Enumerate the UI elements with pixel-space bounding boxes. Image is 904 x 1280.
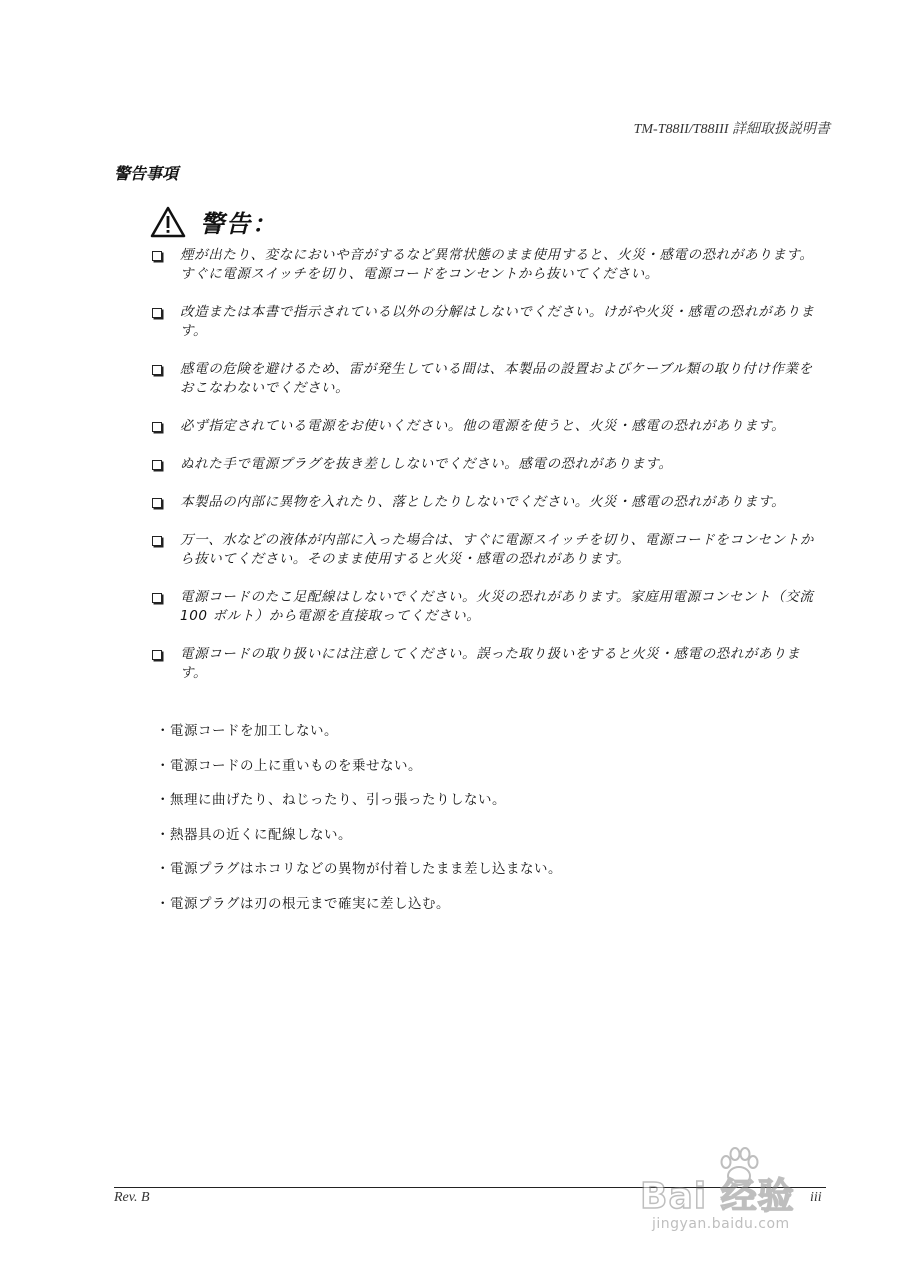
list-item — [156, 756, 562, 776]
list-item — [156, 894, 562, 914]
warning-item — [152, 455, 824, 474]
warning-item — [152, 531, 824, 569]
warning-item — [152, 303, 824, 341]
warning-list — [152, 246, 824, 702]
list-item — [156, 825, 562, 845]
warning-item-text: 感電の危険を避けるため、雷が発生している間は、本製品の設置およびケーブル類の取り付け作業をおこなわないでください。 — [180, 361, 813, 396]
checkbox-bullet-icon — [152, 460, 162, 470]
section-title: 警告事項 — [114, 164, 179, 183]
bullet-dot: ・ — [156, 792, 170, 809]
warning-item-text: 改造または本書で指示されている以外の分解はしないでください。けがや火災・感電の恐れがあります。 — [180, 304, 815, 339]
warning-item — [152, 645, 824, 683]
warning-item-text: ぬれた手で電源プラグを抜き差ししないでください。感電の恐れがあります。 — [180, 456, 673, 472]
watermark-url: jingyan.baidu.com — [652, 1216, 790, 1232]
warning-item-text: 煙が出たり、変なにおいや音がするなど異常状態のまま使用すると、火災・感電の恐れがあります。すぐに電源スイッチを切り、電源コードをコンセントから抜いてください。 — [180, 247, 814, 282]
warning-label: 警告： — [200, 210, 278, 238]
list-item-text: 電源コードを加工しない。 — [170, 723, 338, 739]
checkbox-bullet-icon — [152, 536, 162, 546]
watermark-logo — [640, 1140, 870, 1240]
warning-item-text: 電源コードのたこ足配線はしないでください。火災の恐れがあります。家庭用電源コンセント（交流 100 ボルト）から電源を直接取ってください。 — [180, 589, 814, 624]
warning-item — [152, 588, 824, 626]
checkbox-bullet-icon — [152, 422, 162, 432]
list-item — [156, 790, 562, 810]
list-item-text: 無理に曲げたり、ねじったり、引っ張ったりしない。 — [170, 792, 506, 809]
list-item-text: 電源プラグはホコリなどの異物が付着したまま差し込まない。 — [170, 861, 562, 878]
warning-item — [152, 417, 824, 436]
bullet-dot: ・ — [156, 757, 170, 774]
bullet-dot: ・ — [156, 723, 170, 739]
warning-item-text: 必ず指定されている電源をお使いください。他の電源を使うと、火災・感電の恐れがあります。 — [180, 418, 786, 434]
warning-item-text: 万一、水などの液体が内部に入った場合は、すぐに電源スイッチを切り、電源コードをコンセントから抜いてください。そのまま使用すると火災・感電の恐れがあります。 — [180, 532, 814, 567]
list-item — [156, 859, 562, 879]
document-header-title: TM-T88II/T88III 詳細取扱説明書 — [633, 122, 830, 137]
warning-triangle-icon — [150, 206, 186, 238]
checkbox-bullet-icon — [152, 593, 162, 603]
checkbox-bullet-icon — [152, 365, 162, 375]
warning-item — [152, 493, 824, 512]
watermark-brand: Bai 经验 — [640, 1176, 795, 1217]
warning-item — [152, 360, 824, 398]
footer-revision: Rev. B — [114, 1190, 150, 1205]
warning-item-text: 本製品の内部に異物を入れたり、落としたりしないでください。火災・感電の恐れがあります。 — [180, 494, 786, 510]
bullet-dot: ・ — [156, 861, 170, 878]
bullet-dot: ・ — [156, 826, 170, 843]
warning-heading — [150, 204, 278, 239]
list-item-text: 熱器具の近くに配線しない。 — [170, 826, 352, 843]
list-item-text: 電源プラグは刃の根元まで確実に差し込む。 — [170, 895, 450, 912]
page-number: iii — [810, 1190, 822, 1205]
checkbox-bullet-icon — [152, 498, 162, 508]
cord-rules-list — [156, 721, 562, 929]
list-item-text: 電源コードの上に重いものを乗せない。 — [170, 757, 422, 774]
warning-item — [152, 246, 824, 284]
checkbox-bullet-icon — [152, 650, 162, 660]
bullet-dot: ・ — [156, 895, 170, 912]
list-item — [156, 721, 562, 741]
checkbox-bullet-icon — [152, 308, 162, 318]
checkbox-bullet-icon — [152, 251, 162, 261]
warning-item-text: 電源コードの取り扱いには注意してください。誤った取り扱いをすると火災・感電の恐れがあります。 — [180, 646, 801, 681]
